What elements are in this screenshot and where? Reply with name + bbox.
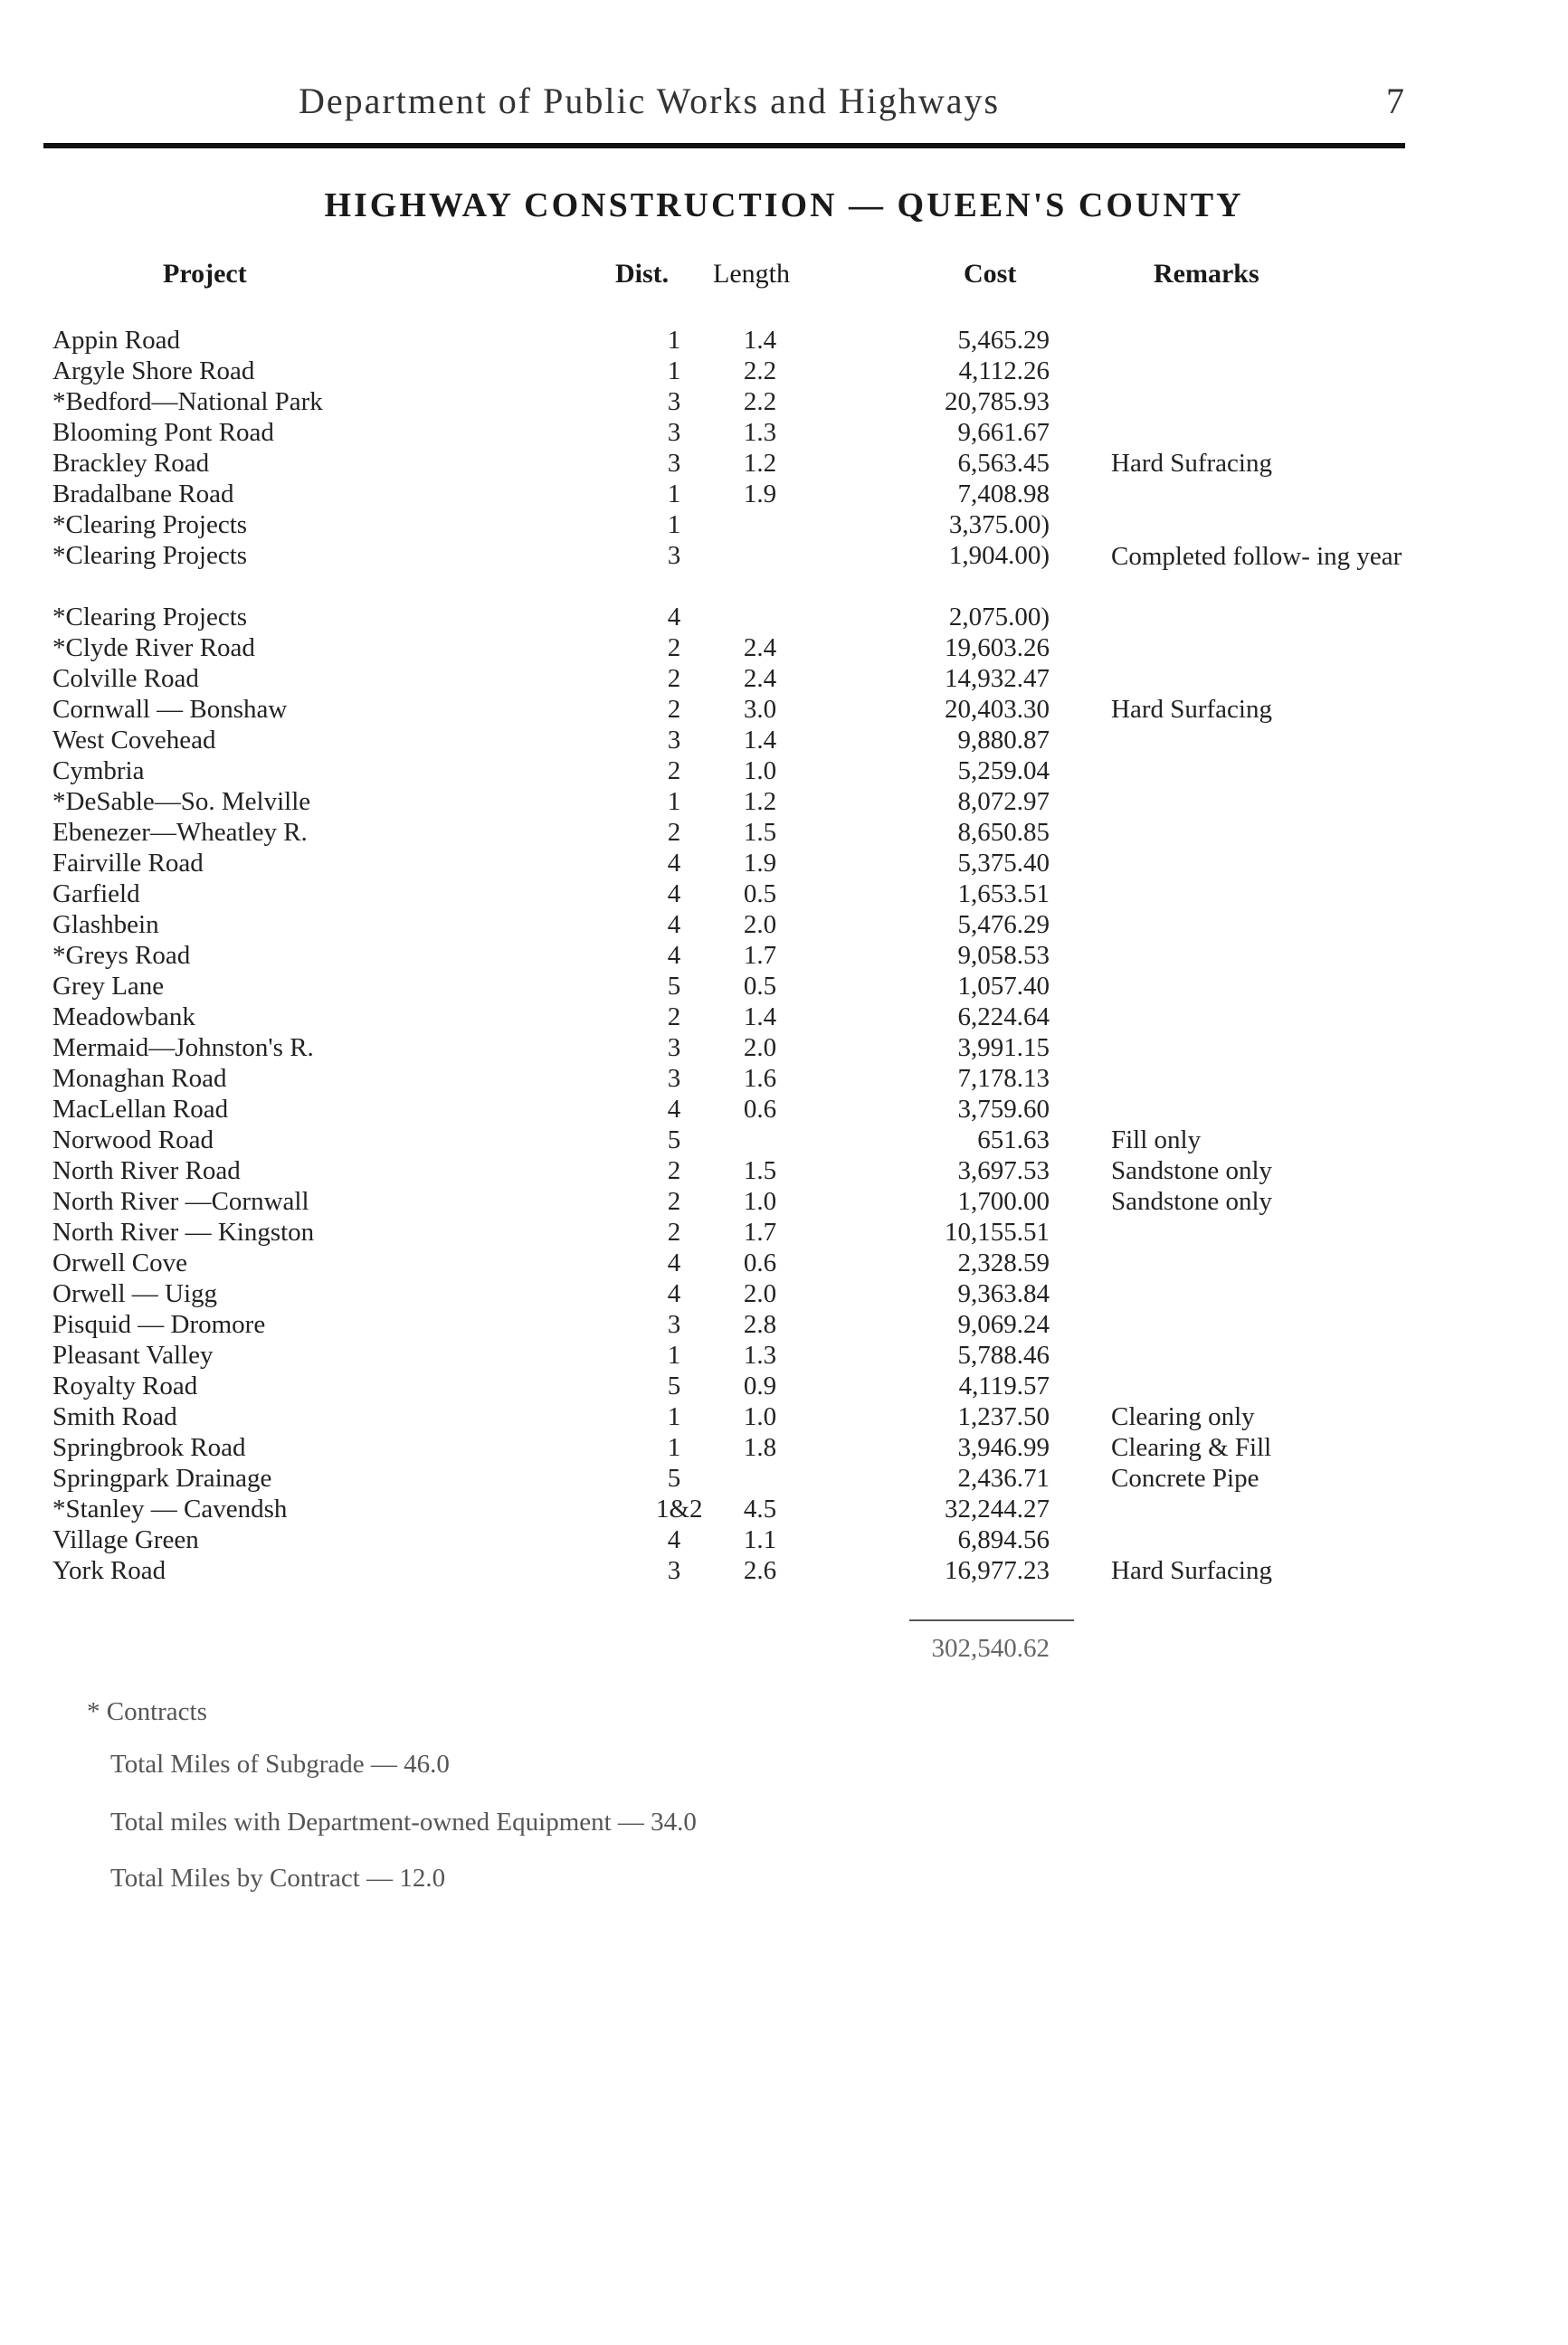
district-number: 1 <box>667 479 681 508</box>
cost-value: 2,328.59 <box>957 1248 1050 1277</box>
section-title: HIGHWAY CONSTRUCTION — QUEEN'S COUNTY <box>324 186 1244 224</box>
table-row <box>0 664 1568 695</box>
district-number: 3 <box>667 726 681 755</box>
length-value: 1.9 <box>743 479 777 508</box>
project-name: York Road <box>52 1556 166 1585</box>
length-value: 4.5 <box>743 1495 777 1524</box>
project-name: North River — Kingston <box>52 1218 315 1247</box>
table-row <box>0 1218 1568 1248</box>
remarks-text: Clearing & Fill <box>1111 1433 1272 1462</box>
district-number: 1 <box>667 1402 681 1431</box>
district-number: 2 <box>667 1187 681 1216</box>
district-number: 2 <box>667 756 681 785</box>
length-value: 0.6 <box>743 1095 777 1124</box>
length-value: 2.4 <box>743 664 777 693</box>
district-number: 1 <box>667 787 681 816</box>
cost-value: 14,932.47 <box>945 664 1050 693</box>
length-value: 0.9 <box>743 1372 777 1400</box>
page-number: 7 <box>1386 81 1404 121</box>
cost-value: 5,259.04 <box>957 756 1050 785</box>
district-number: 1 <box>667 326 681 355</box>
cost-value: 5,465.29 <box>957 326 1050 355</box>
district-number: 3 <box>667 1556 681 1585</box>
remarks-text: Sandstone only <box>1111 1187 1273 1216</box>
table-row <box>0 1495 1568 1525</box>
project-name: Orwell Cove <box>52 1248 187 1277</box>
district-number: 3 <box>667 1310 681 1339</box>
cost-value: 9,363.84 <box>957 1279 1050 1308</box>
project-name: *Clearing Projects <box>52 603 248 631</box>
length-value: 1.1 <box>743 1525 777 1554</box>
district-number: 3 <box>667 449 681 478</box>
cost-value: 9,661.67 <box>957 418 1050 447</box>
cost-value: 3,375.00) <box>948 510 1050 539</box>
cost-value: 20,403.30 <box>945 695 1050 724</box>
project-name: Colville Road <box>52 664 199 693</box>
page-header <box>0 80 1568 134</box>
project-name: Blooming Pont Road <box>52 418 274 447</box>
table-row <box>0 1125 1568 1156</box>
cost-value: 1,904.00) <box>948 541 1050 570</box>
cost-value: 5,375.40 <box>957 849 1050 878</box>
length-value: 1.4 <box>743 326 777 355</box>
length-value: 1.2 <box>743 449 777 478</box>
project-name: Cornwall — Bonshaw <box>52 695 288 724</box>
cost-value: 8,072.97 <box>957 787 1050 816</box>
project-name: *Stanley — Cavendsh <box>52 1495 288 1524</box>
project-name: Appin Road <box>52 326 180 355</box>
district-number: 2 <box>667 818 681 847</box>
cost-value: 5,476.29 <box>957 910 1050 939</box>
length-value: 1.7 <box>743 1218 777 1247</box>
project-name: Monaghan Road <box>52 1064 227 1093</box>
length-value: 2.0 <box>743 910 777 939</box>
project-name: Royalty Road <box>52 1372 198 1400</box>
cost-value: 2,436.71 <box>957 1464 1050 1493</box>
project-name: *Bedford—National Park <box>52 387 323 416</box>
cost-value: 1,237.50 <box>957 1402 1050 1431</box>
district-number: 3 <box>667 418 681 447</box>
table-row <box>0 541 1568 572</box>
length-value: 1.2 <box>743 787 777 816</box>
district-number: 2 <box>667 664 681 693</box>
length-value: 1.4 <box>743 1002 777 1031</box>
length-value: 2.4 <box>743 633 777 662</box>
table-row <box>0 633 1568 664</box>
cost-value: 9,069.24 <box>957 1310 1050 1339</box>
cost-value: 19,603.26 <box>945 633 1050 662</box>
table-row <box>0 1556 1568 1587</box>
project-name: *Clyde River Road <box>52 633 255 662</box>
district-number: 4 <box>667 1279 681 1308</box>
length-value: 1.9 <box>743 849 777 878</box>
district-number: 4 <box>667 941 681 970</box>
column-header-length: Length <box>713 259 790 289</box>
district-number: 3 <box>667 1033 681 1062</box>
project-name: *Clearing Projects <box>52 510 248 539</box>
length-value: 1.3 <box>743 1341 777 1370</box>
length-value: 2.6 <box>743 1556 777 1585</box>
table-row <box>0 418 1568 449</box>
table-row <box>0 1464 1568 1495</box>
table-row <box>0 849 1568 879</box>
district-number: 5 <box>667 1125 681 1154</box>
table-row <box>0 1187 1568 1218</box>
district-number: 1 <box>667 356 681 385</box>
table-row <box>0 1433 1568 1464</box>
footnote-contract: Total Miles by Contract — 12.0 <box>110 1864 446 1893</box>
district-number: 4 <box>667 849 681 878</box>
cost-value: 9,880.87 <box>957 726 1050 755</box>
total-rule <box>909 1619 1074 1621</box>
cost-value: 16,977.23 <box>945 1556 1050 1585</box>
table-row <box>0 756 1568 787</box>
footnote-department: Total miles with Department-owned Equipment — 34.0 <box>110 1808 697 1837</box>
table-row <box>0 479 1568 510</box>
district-number: 2 <box>667 1218 681 1247</box>
table-row <box>0 326 1568 356</box>
length-value: 1.0 <box>743 1402 777 1431</box>
cost-value: 4,112.26 <box>958 356 1050 385</box>
column-header-remarks: Remarks <box>1154 259 1259 289</box>
table-row <box>0 1002 1568 1033</box>
length-value: 3.0 <box>743 695 777 724</box>
length-value: 1.3 <box>743 418 777 447</box>
length-value: 0.6 <box>743 1248 777 1277</box>
project-name: Garfield <box>52 879 140 908</box>
district-number: 4 <box>667 1095 681 1124</box>
cost-value: 20,785.93 <box>945 387 1050 416</box>
project-name: Argyle Shore Road <box>52 356 255 385</box>
table-row <box>0 787 1568 818</box>
district-number: 3 <box>667 541 681 570</box>
project-name: *DeSable—So. Melville <box>52 787 311 816</box>
cost-value: 8,650.85 <box>957 818 1050 847</box>
table-row <box>0 356 1568 387</box>
project-name: *Clearing Projects <box>52 541 248 570</box>
column-header-project: Project <box>163 259 247 289</box>
length-value: 1.7 <box>743 941 777 970</box>
cost-value: 3,946.99 <box>957 1433 1050 1462</box>
grand-total: 302,540.62 <box>931 1634 1050 1663</box>
cost-value: 5,788.46 <box>957 1341 1050 1370</box>
length-value: 2.0 <box>743 1033 777 1062</box>
district-number: 3 <box>667 387 681 416</box>
cost-value: 6,563.45 <box>957 449 1050 478</box>
length-value: 0.5 <box>743 879 777 908</box>
cost-value: 9,058.53 <box>957 941 1050 970</box>
project-name: North River —Cornwall <box>52 1187 309 1216</box>
district-number: 4 <box>667 603 681 631</box>
project-name: Norwood Road <box>52 1125 214 1154</box>
district-number: 1 <box>667 1341 681 1370</box>
table-row <box>0 1341 1568 1372</box>
remarks-text: Sandstone only <box>1111 1156 1273 1185</box>
district-number: 2 <box>667 1156 681 1185</box>
cost-value: 7,178.13 <box>957 1064 1050 1093</box>
table-row <box>0 726 1568 756</box>
table-row <box>0 1372 1568 1402</box>
project-name: *Greys Road <box>52 941 191 970</box>
table-row <box>0 1064 1568 1095</box>
project-name: Orwell — Uigg <box>52 1279 218 1308</box>
table-row <box>0 449 1568 479</box>
project-name: MacLellan Road <box>52 1095 229 1124</box>
cost-value: 4,119.57 <box>958 1372 1050 1400</box>
cost-value: 6,894.56 <box>957 1525 1050 1554</box>
project-name: Pleasant Valley <box>52 1341 214 1370</box>
table-row <box>0 910 1568 941</box>
project-name: Pisquid — Dromore <box>52 1310 266 1339</box>
project-name: Glashbein <box>52 910 159 939</box>
remarks-text: Hard Sufracing <box>1111 449 1272 478</box>
project-name: Village Green <box>52 1525 199 1554</box>
cost-value: 7,408.98 <box>957 479 1050 508</box>
length-value: 1.6 <box>743 1064 777 1093</box>
project-name: Mermaid—Johnston's R. <box>52 1033 314 1062</box>
district-number: 4 <box>667 910 681 939</box>
length-value: 1.5 <box>743 1156 777 1185</box>
column-header-dist: Dist. <box>615 259 670 289</box>
project-name: Springbrook Road <box>52 1433 246 1462</box>
table-row <box>0 1033 1568 1064</box>
table-row <box>0 387 1568 418</box>
length-value: 2.0 <box>743 1279 777 1308</box>
project-name: Meadowbank <box>52 1002 195 1031</box>
cost-value: 3,759.60 <box>957 1095 1050 1124</box>
cost-value: 2,075.00) <box>948 603 1050 631</box>
district-number: 1&2 <box>656 1495 703 1524</box>
district-number: 1 <box>667 510 681 539</box>
table-row <box>0 695 1568 726</box>
cost-value: 10,155.51 <box>945 1218 1050 1247</box>
project-name: Bradalbane Road <box>52 479 234 508</box>
length-value: 2.8 <box>743 1310 777 1339</box>
header-title: Department of Public Works and Highways <box>299 81 1001 121</box>
column-header-cost: Cost <box>964 259 1017 289</box>
district-number: 4 <box>667 1248 681 1277</box>
length-value: 1.5 <box>743 818 777 847</box>
length-value: 2.2 <box>743 356 777 385</box>
cost-value: 1,700.00 <box>957 1187 1050 1216</box>
district-number: 2 <box>667 1002 681 1031</box>
table-row <box>0 941 1568 972</box>
project-name: Springpark Drainage <box>52 1464 272 1493</box>
table-row <box>0 818 1568 849</box>
remarks-text: Clearing only <box>1111 1402 1255 1431</box>
table-row <box>0 1248 1568 1279</box>
cost-value: 1,057.40 <box>957 972 1050 1001</box>
cost-value: 3,697.53 <box>957 1156 1050 1185</box>
table-row <box>0 1525 1568 1556</box>
length-value: 0.5 <box>743 972 777 1001</box>
table-row <box>0 972 1568 1002</box>
district-number: 5 <box>667 1372 681 1400</box>
district-number: 2 <box>667 633 681 662</box>
district-number: 3 <box>667 1064 681 1093</box>
table-row <box>0 603 1568 633</box>
cost-value: 6,224.64 <box>957 1002 1050 1031</box>
project-name: Smith Road <box>52 1402 177 1431</box>
district-number: 2 <box>667 695 681 724</box>
table-row <box>0 1310 1568 1341</box>
length-value: 1.0 <box>743 756 777 785</box>
district-number: 5 <box>667 1464 681 1493</box>
district-number: 4 <box>667 879 681 908</box>
cost-value: 32,244.27 <box>945 1495 1050 1524</box>
remarks-text: Completed follow- ing year <box>1111 542 1402 571</box>
remarks-text: Concrete Pipe <box>1111 1464 1259 1493</box>
project-name: North River Road <box>52 1156 241 1185</box>
table-row <box>0 1156 1568 1187</box>
table-row <box>0 879 1568 910</box>
project-name: Cymbria <box>52 756 145 785</box>
district-number: 5 <box>667 972 681 1001</box>
remarks-text: Hard Surfacing <box>1111 1556 1272 1585</box>
cost-value: 651.63 <box>977 1125 1050 1154</box>
length-value: 2.2 <box>743 387 777 416</box>
header-divider <box>43 143 1405 148</box>
remarks-text: Hard Surfacing <box>1111 695 1272 724</box>
district-number: 4 <box>667 1525 681 1554</box>
length-value: 1.0 <box>743 1187 777 1216</box>
project-name: Brackley Road <box>52 449 210 478</box>
project-name: West Covehead <box>52 726 216 755</box>
footnote-subgrade: Total Miles of Subgrade — 46.0 <box>110 1750 450 1779</box>
project-name: Ebenezer—Wheatley R. <box>52 818 308 847</box>
district-number: 1 <box>667 1433 681 1462</box>
table-row <box>0 1095 1568 1125</box>
remarks-text: Fill only <box>1111 1125 1202 1154</box>
project-name: Grey Lane <box>52 972 165 1001</box>
project-name: Fairville Road <box>52 849 204 878</box>
table-row <box>0 510 1568 541</box>
table-row <box>0 1279 1568 1310</box>
cost-value: 3,991.15 <box>957 1033 1050 1062</box>
footnote-contracts: * Contracts <box>87 1697 207 1726</box>
length-value: 1.8 <box>743 1433 777 1462</box>
length-value: 1.4 <box>743 726 777 755</box>
table-row <box>0 1402 1568 1433</box>
cost-value: 1,653.51 <box>957 879 1050 908</box>
